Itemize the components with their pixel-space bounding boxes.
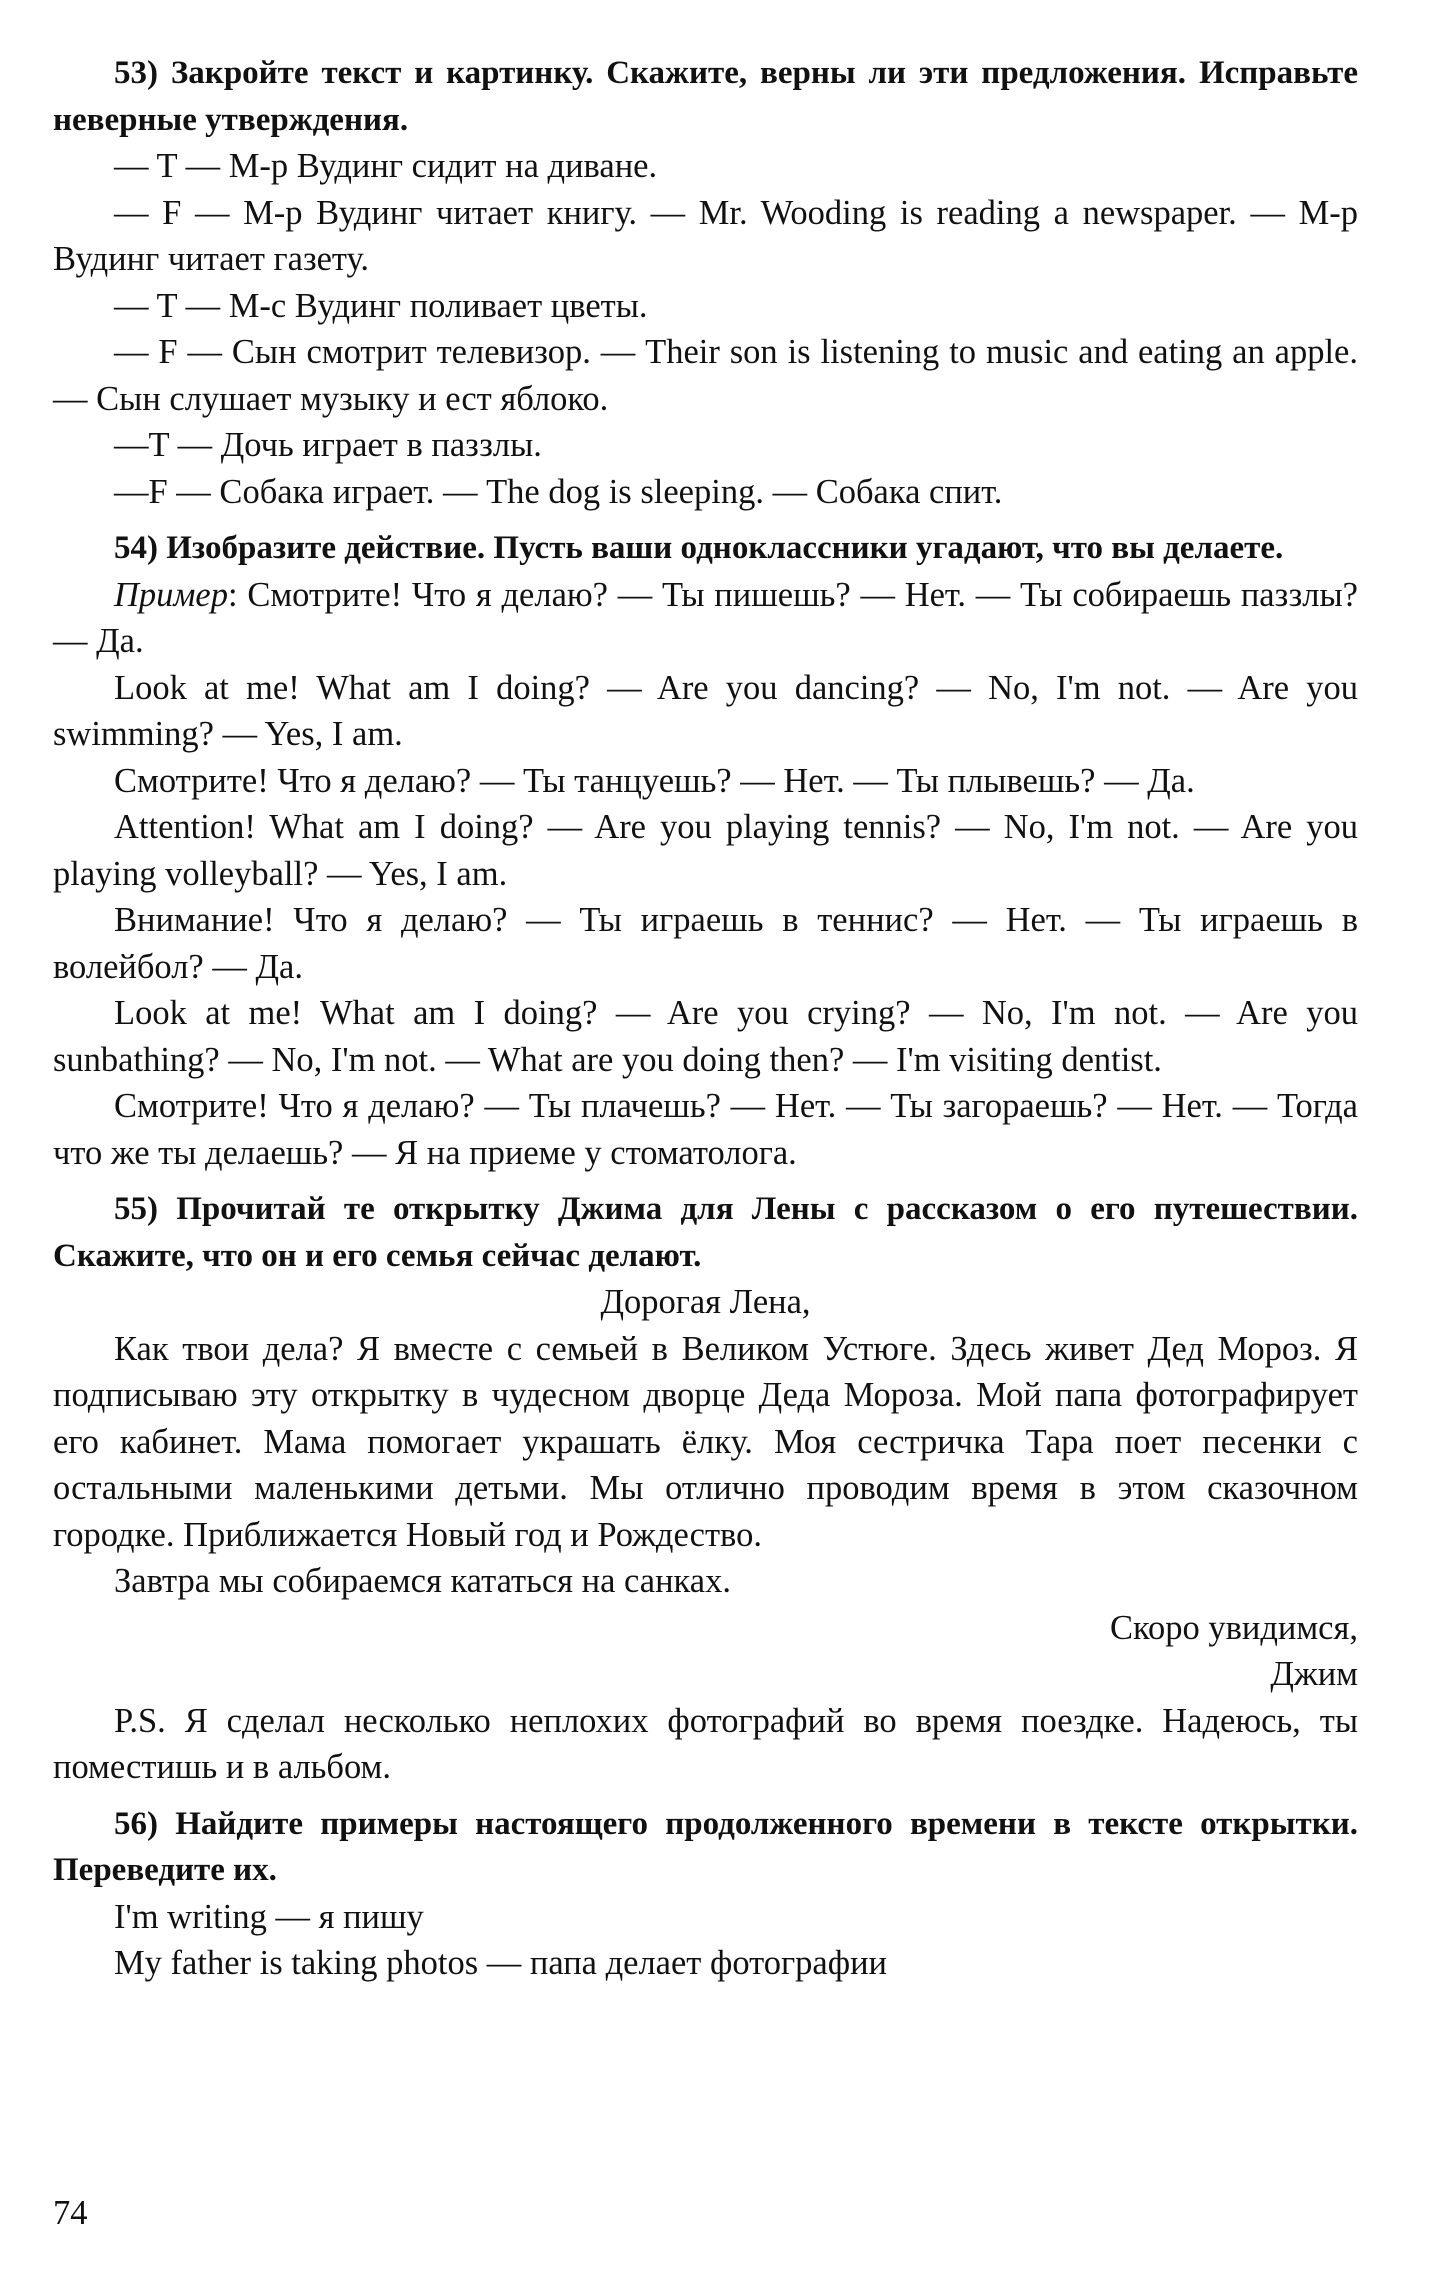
exercise-56-heading: 56) Найдите примеры настоящего продолженного времени в тексте открытки. Переведите их. bbox=[53, 1805, 1358, 1888]
postcard-closing: Скоро увидимся, bbox=[1109, 1608, 1358, 1647]
postcard-ps: P.S. Я сделал несколько неплохих фотографий во время поездке. Надеюсь, ты поместишь и в альбом. bbox=[53, 1701, 1358, 1786]
exercise-53-line: — T — М-с Вудинг поливает цветы. bbox=[114, 286, 648, 325]
exercise-54-line: Attention! What am I doing? — Are you playing tennis? — No, I'm not. — Are you playing volleyball? — Yes, I am. bbox=[53, 808, 1358, 893]
example-text: : Смотрите! Что я делаю? — Ты пишешь? — Нет. — Ты собираешь паззлы? — Да. bbox=[53, 575, 1358, 660]
exercise-54-heading: 54) Изобразите действие. Пусть ваши одноклассники угадают, что вы делаете. bbox=[114, 530, 1284, 566]
exercise-54-line: Look at me! What am I doing? — Are you crying? — No, I'm not. — Are you sunbathing? — No, I'm not. — What are you doing then? — I'm visiting dentist. bbox=[53, 994, 1358, 1079]
exercise-53-line: —F — Собака играет. — The dog is sleeping. — Собака спит. bbox=[114, 472, 1003, 511]
exercise-54-line: Look at me! What am I doing? — Are you dancing? — No, I'm not. — Are you swimming? — Yes, I am. bbox=[53, 668, 1358, 753]
exercise-54-line: Смотрите! Что я делаю? — Ты танцуешь? — Нет. — Ты плывешь? — Да. bbox=[114, 761, 1195, 800]
exercise-53-line: —T — Дочь играет в паззлы. bbox=[114, 426, 542, 464]
page-number: 74 bbox=[53, 2194, 88, 2232]
exercise-56-line: My father is taking photos — папа делает фотографии bbox=[114, 1944, 888, 1982]
example-label: Пример bbox=[114, 575, 228, 614]
exercise-53-line: — F — М-р Вудинг читает книгу. — Mr. Wooding is reading a newspaper. — М-р Вудинг читает газету. bbox=[53, 193, 1358, 278]
exercise-53-heading: 53) Закройте текст и картинку. Скажите, верны ли эти предложения. Исправьте неверные утверждения. bbox=[53, 55, 1358, 138]
exercise-54-example bbox=[53, 572, 1358, 665]
page-content bbox=[53, 40, 1358, 1987]
postcard-salutation: Дорогая Лена, bbox=[600, 1283, 811, 1321]
postcard-body: Как твои дела? Я вместе с семьей в Великом Устюге. Здесь живет Дед Мороз. Я подписываю эту открытку в чудесном дворце Деда Мороза. Мой папа фотографирует его кабинет. Мама помогает украшать ёлку. Моя сестричка Тара поет песенки с остальными маленькими детьми. Мы отлично проводим время в этом сказочном городке. Приближается Новый год и Рождество. bbox=[53, 1329, 1358, 1554]
postcard-body: Завтра мы собираемся кататься на санках. bbox=[114, 1562, 731, 1600]
exercise-54-line: Смотрите! Что я делаю? — Ты плачешь? — Нет. — Ты загораешь? — Нет. — Тогда что же ты делаешь? — Я на приеме у стоматолога. bbox=[53, 1087, 1358, 1172]
exercise-53-line: — T — М-р Вудинг сидит на диване. bbox=[114, 147, 658, 185]
exercise-55-heading: 55) Прочитай те открытку Джима для Лены с рассказом о его путешествии. Скажите, что он и его семья сейчас делают. bbox=[53, 1191, 1358, 1274]
exercise-56-line: I'm writing — я пишу bbox=[114, 1897, 424, 1936]
exercise-53-line: — F — Сын смотрит телевизор. — Their son is listening to music and eating an apple. — Сын слушает музыку и ест яблоко. bbox=[53, 333, 1358, 418]
exercise-54-line: Внимание! Что я делаю? — Ты играешь в теннис? — Нет. — Ты играешь в волейбол? — Да. bbox=[53, 901, 1358, 986]
postcard-signature: Джим bbox=[1270, 1655, 1358, 1693]
